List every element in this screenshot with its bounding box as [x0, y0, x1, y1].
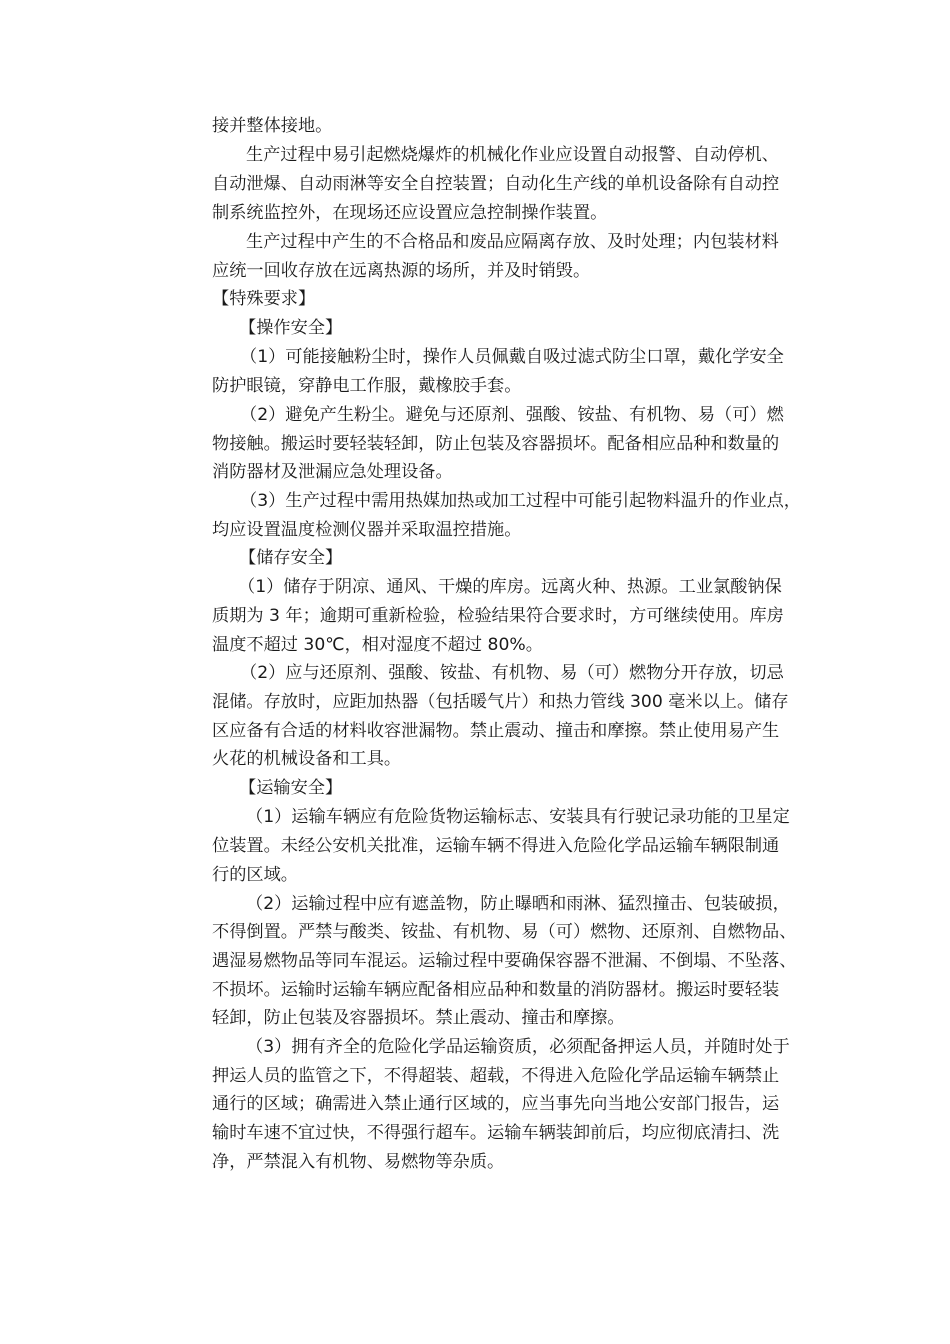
text-line: 通行的区域；确需进入禁止通行区域的，应当事先向当地公安部门报告，运: [212, 1094, 780, 1114]
subsection-heading: 【运输安全】: [239, 778, 343, 798]
text-line: 不损坏。运输时运输车辆应配备相应品种和数量的消防器材。搬运时要轻装: [212, 980, 780, 1000]
text-line: 输时车速不宜过快，不得强行超车。运输车辆装卸前后，均应彻底清扫、洗: [212, 1123, 780, 1143]
text-line: 接并整体接地。: [212, 116, 333, 136]
text-line: 区应备有合适的材料收容泄漏物。禁止震动、撞击和摩擦。禁止使用易产生: [212, 721, 780, 741]
text-line: （3）拥有齐全的危险化学品运输资质，必须配备押运人员，并随时处于: [246, 1037, 790, 1057]
text-line: 物接触。搬运时要轻装轻卸，防止包装及容器损坏。配备相应品种和数量的: [212, 434, 780, 454]
text-line: （2）应与还原剂、强酸、铵盐、有机物、易（可）燃物分开存放，切忌: [240, 663, 784, 683]
text-line: （1）可能接触粉尘时，操作人员佩戴自吸过滤式防尘口罩，戴化学安全: [240, 347, 784, 367]
subsection-heading: 【操作安全】: [239, 318, 343, 338]
text-line: 消防器材及泄漏应急处理设备。: [212, 462, 453, 482]
text-line: 不得倒置。严禁与酸类、铵盐、有机物、易（可）燃物、还原剂、自燃物品、: [212, 922, 797, 942]
text-line: 遇湿易燃物品等同车混运。运输过程中要确保容器不泄漏、不倒塌、不坠落、: [212, 951, 797, 971]
text-line: （1）储存于阴凉、通风、干燥的库房。远离火种、热源。工业氯酸钠保: [238, 577, 782, 597]
section-heading: 【特殊要求】: [212, 289, 316, 309]
text-line: 均应设置温度检测仪器并采取温控措施。: [212, 520, 522, 540]
text-line: （2）避免产生粉尘。避免与还原剂、强酸、铵盐、有机物、易（可）燃: [240, 405, 784, 425]
text-line: 自动泄爆、自动雨淋等安全自控装置；自动化生产线的单机设备除有自动控: [212, 174, 780, 194]
text-line: 温度不超过 30℃，相对湿度不超过 80%。: [212, 635, 543, 655]
text-line: 火花的机械设备和工具。: [212, 749, 402, 769]
text-line: 制系统监控外，在现场还应设置应急控制操作装置。: [212, 203, 608, 223]
text-line: 押运人员的监管之下，不得超装、超载，不得进入危险化学品运输车辆禁止: [212, 1066, 780, 1086]
text-line: 行的区域。: [212, 865, 298, 885]
text-line: （1）运输车辆应有危险货物运输标志、安装具有行驶记录功能的卫星定: [246, 807, 790, 827]
text-line: 质期为 3 年；逾期可重新检验，检验结果符合要求时，方可继续使用。库房: [212, 606, 784, 626]
text-line: 应统一回收存放在远离热源的场所，并及时销毁。: [212, 261, 591, 281]
text-line: 轻卸，防止包装及容器损坏。禁止震动、撞击和摩擦。: [212, 1008, 625, 1028]
text-line: 生产过程中易引起燃烧爆炸的机械化作业应设置自动报警、自动停机、: [246, 145, 779, 165]
text-line: 位装置。未经公安机关批准，运输车辆不得进入危险化学品运输车辆限制通: [212, 836, 780, 856]
text-line: 混储。存放时，应距加热器（包括暖气片）和热力管线 300 毫米以上。储存: [212, 692, 789, 712]
text-line: （3）生产过程中需用热媒加热或加工过程中可能引起物料温升的作业点，: [240, 491, 801, 511]
text-line: 生产过程中产生的不合格品和废品应隔离存放、及时处理；内包装材料: [246, 232, 779, 252]
text-line: （2）运输过程中应有遮盖物，防止曝晒和雨淋、猛烈撞击、包装破损，: [246, 894, 790, 914]
text-line: 净，严禁混入有机物、易燃物等杂质。: [212, 1152, 505, 1172]
subsection-heading: 【储存安全】: [239, 548, 343, 568]
text-line: 防护眼镜，穿静电工作服，戴橡胶手套。: [212, 376, 522, 396]
